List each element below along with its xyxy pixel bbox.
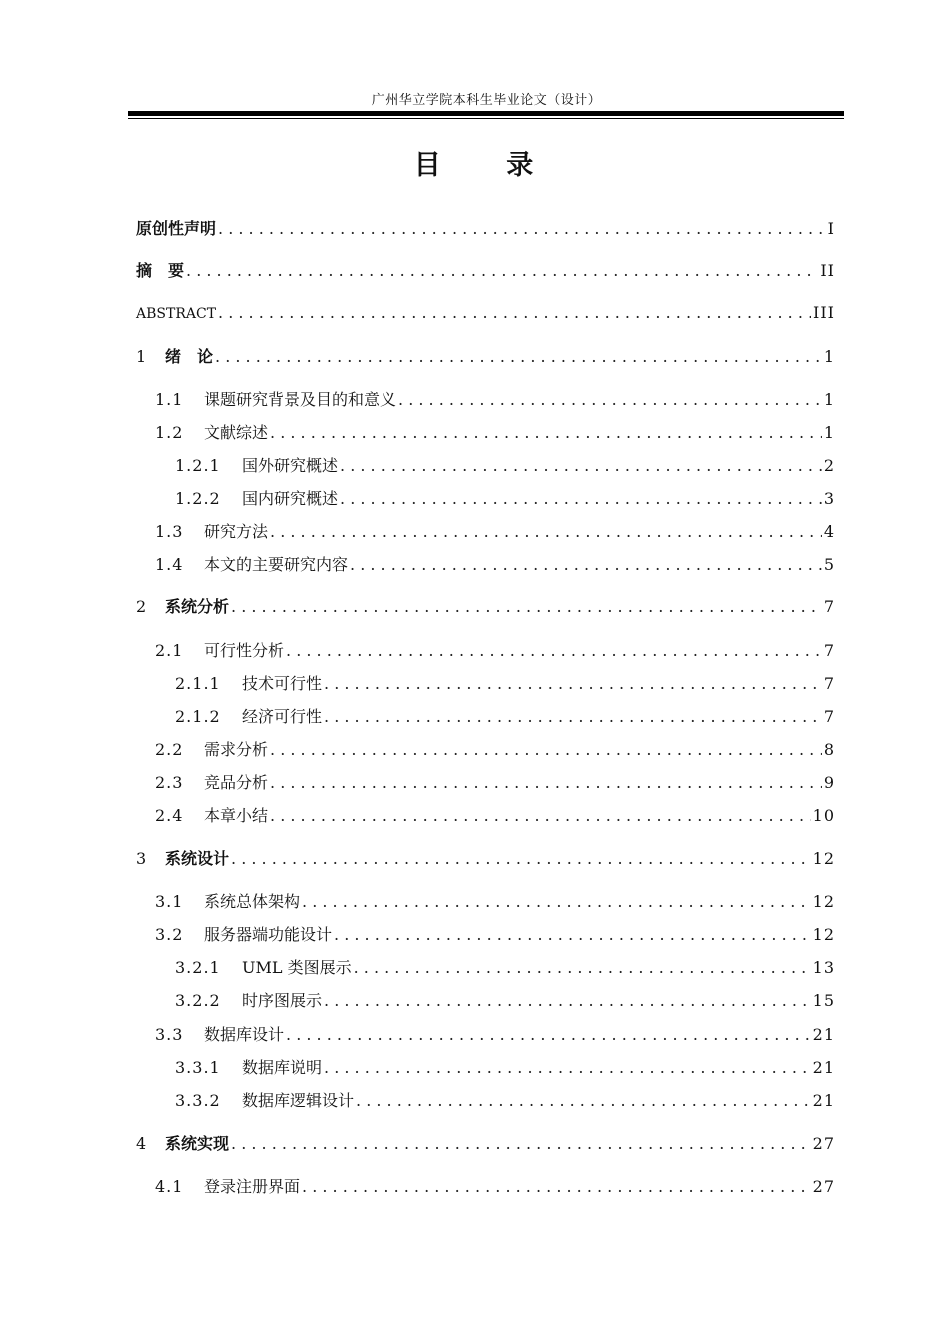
toc-entry-label: 登录注册界面 [204, 1177, 301, 1196]
toc-dot-leader [231, 848, 811, 870]
toc-entry[interactable] [155, 924, 835, 946]
toc-entry-page-number: 7 [823, 597, 835, 616]
toc-entry[interactable] [155, 1176, 835, 1198]
toc-entry-number: 1 [136, 347, 147, 366]
toc-entry-page-number: III [813, 303, 835, 322]
toc-entry-page-number: 8 [823, 740, 835, 759]
toc-entry-number: 3 [136, 849, 147, 868]
toc-entry-label: 时序图展示 [242, 991, 323, 1010]
toc-entry-page-number: I [827, 219, 835, 238]
toc-entry-number: 1.2.1 [175, 456, 221, 475]
toc-dot-leader [340, 488, 822, 510]
toc-dot-leader [354, 957, 811, 979]
toc-dot-leader [324, 673, 822, 695]
toc-entry[interactable] [175, 488, 835, 510]
toc-entry-page-number: 7 [823, 674, 835, 693]
toc-entry-number: 1.4 [155, 555, 184, 574]
toc-dot-leader [270, 772, 822, 794]
toc-entry-page-number: 21 [812, 1091, 835, 1110]
toc-entry-label: 国外研究概述 [242, 456, 339, 475]
toc-entry-number: 3.3.2 [175, 1091, 221, 1110]
toc-entry-page-number: 5 [823, 555, 835, 574]
toc-entry-page-number: 27 [812, 1134, 835, 1153]
toc-entry-number: 2.1 [155, 641, 184, 660]
toc-dot-leader [270, 805, 811, 827]
toc-entry-label: 系统分析 [165, 597, 230, 616]
toc-entry-page-number: 10 [812, 806, 835, 825]
toc-entry-page-number: 3 [823, 489, 835, 508]
toc-entry-label: 国内研究概述 [242, 489, 339, 508]
toc-entry-label: 本章小结 [204, 806, 269, 825]
toc-dot-leader [302, 1176, 811, 1198]
toc-entry-number: 3.2 [155, 925, 184, 944]
toc-entry[interactable] [136, 218, 835, 240]
toc-entry-number: 2.3 [155, 773, 184, 792]
toc-dot-leader [270, 521, 822, 543]
toc-entry-page-number: 27 [812, 1177, 835, 1196]
toc-entry-page-number: 21 [812, 1058, 835, 1077]
toc-entry[interactable] [175, 957, 835, 979]
toc-entry[interactable] [136, 1133, 835, 1155]
toc-entry[interactable] [175, 1057, 835, 1079]
toc-entry-label: 数据库说明 [242, 1058, 323, 1077]
toc-dot-leader [302, 891, 811, 913]
toc-entry[interactable] [155, 640, 835, 662]
toc-entry-page-number: II [820, 261, 835, 280]
toc-dot-leader [324, 1057, 811, 1079]
toc-entry[interactable] [136, 848, 835, 870]
running-header: 广州华立学院本科生毕业论文（设计） [371, 93, 602, 108]
toc-entry-number: 1.2 [155, 423, 184, 442]
toc-entry-label: 课题研究背景及目的和意义 [204, 390, 397, 409]
toc-entry[interactable] [155, 521, 835, 543]
toc-entry[interactable] [175, 673, 835, 695]
toc-entry-label: 竞品分析 [204, 773, 269, 792]
toc-dot-leader [270, 422, 822, 444]
toc-dot-leader [218, 302, 811, 324]
toc-entry-number: 2.1.2 [175, 707, 221, 726]
toc-entry[interactable] [136, 346, 835, 368]
toc-dot-leader [324, 706, 822, 728]
toc-dot-leader [231, 1133, 811, 1155]
toc-entry-label: 经济可行性 [242, 707, 323, 726]
toc-dot-leader [186, 260, 818, 282]
toc-entry-number: 3.2.2 [175, 991, 221, 1010]
toc-entry[interactable] [136, 302, 835, 324]
toc-entry-label: 数据库设计 [204, 1025, 285, 1044]
toc-entry-page-number: 12 [812, 849, 835, 868]
toc-entry-page-number: 15 [812, 991, 835, 1010]
toc-entry-number: 3.3 [155, 1025, 184, 1044]
toc-entry-label: 本文的主要研究内容 [204, 555, 349, 574]
toc-entry[interactable] [175, 706, 835, 728]
toc-dot-leader [286, 640, 822, 662]
toc-entry-page-number: 13 [812, 958, 835, 977]
toc-dot-leader [270, 739, 822, 761]
toc-dot-leader [334, 924, 811, 946]
toc-entry-label: 文献综述 [204, 423, 269, 442]
toc-entry-label: 服务器端功能设计 [204, 925, 333, 944]
toc-entry[interactable] [155, 1024, 835, 1046]
toc-entry-label: 系统实现 [165, 1134, 230, 1153]
toc-entry-number: 1.1 [155, 390, 184, 409]
toc-entry-number: 3.2.1 [175, 958, 221, 977]
toc-entry-number: 3.3.1 [175, 1058, 221, 1077]
toc-dot-leader [218, 218, 826, 240]
toc-entry[interactable] [175, 1090, 835, 1112]
toc-entry-label: 需求分析 [204, 740, 269, 759]
toc-entry[interactable] [155, 422, 835, 444]
toc-entry-number: 2.1.1 [175, 674, 221, 693]
toc-entry-page-number: 1 [823, 390, 835, 409]
toc-entry-label: 摘 要 [136, 261, 185, 280]
toc-entry-page-number: 1 [823, 423, 835, 442]
toc-dot-leader [286, 1024, 811, 1046]
toc-entry[interactable] [155, 772, 835, 794]
toc-entry-label: 系统总体架构 [204, 892, 301, 911]
toc-dot-leader [398, 389, 822, 411]
toc-entry-page-number: 12 [812, 892, 835, 911]
toc-entry[interactable] [155, 389, 835, 411]
toc-entry-number: 2.2 [155, 740, 184, 759]
toc-entry-page-number: 4 [823, 522, 835, 541]
toc-entry-number: 2 [136, 597, 147, 616]
toc-entry-label: 可行性分析 [204, 641, 285, 660]
toc-entry-label: UML 类图展示 [242, 958, 352, 977]
toc-entry-number: 1.2.2 [175, 489, 221, 508]
toc-entry-page-number: 7 [823, 707, 835, 726]
toc-dot-leader [340, 455, 822, 477]
page-title: 目 录 [413, 150, 562, 181]
toc-entry[interactable] [175, 990, 835, 1012]
toc-dot-leader [350, 554, 822, 576]
toc-entry-label: 原创性声明 [136, 219, 217, 238]
toc-entry-label: 数据库逻辑设计 [242, 1091, 355, 1110]
toc-dot-leader [215, 346, 822, 368]
toc-entry-page-number: 12 [812, 925, 835, 944]
toc-entry-page-number: 7 [823, 641, 835, 660]
toc-entry-page-number: 1 [823, 347, 835, 366]
toc-entry[interactable] [136, 260, 835, 282]
toc-entry[interactable] [136, 596, 835, 618]
toc-dot-leader [324, 990, 811, 1012]
toc-entry[interactable] [155, 739, 835, 761]
toc-entry-label: 技术可行性 [242, 674, 323, 693]
toc-entry[interactable] [155, 805, 835, 827]
toc-entry-page-number: 2 [823, 456, 835, 475]
toc-entry[interactable] [175, 455, 835, 477]
toc-entry-label: ABSTRACT [136, 306, 217, 322]
toc-entry-number: 4 [136, 1134, 147, 1153]
toc-entry-label: 绪 论 [165, 347, 214, 366]
toc-entry-page-number: 21 [812, 1025, 835, 1044]
toc-dot-leader [356, 1090, 811, 1112]
toc-entry-label: 系统设计 [165, 849, 230, 868]
toc-entry-number: 1.3 [155, 522, 184, 541]
toc-dot-leader [231, 596, 822, 618]
toc-entry-page-number: 9 [823, 773, 835, 792]
toc-entry[interactable] [155, 891, 835, 913]
toc-entry[interactable] [155, 554, 835, 576]
toc-entry-label: 研究方法 [204, 522, 269, 541]
toc-entry-number: 3.1 [155, 892, 184, 911]
toc-entry-number: 2.4 [155, 806, 184, 825]
toc-entry-number: 4.1 [155, 1177, 184, 1196]
